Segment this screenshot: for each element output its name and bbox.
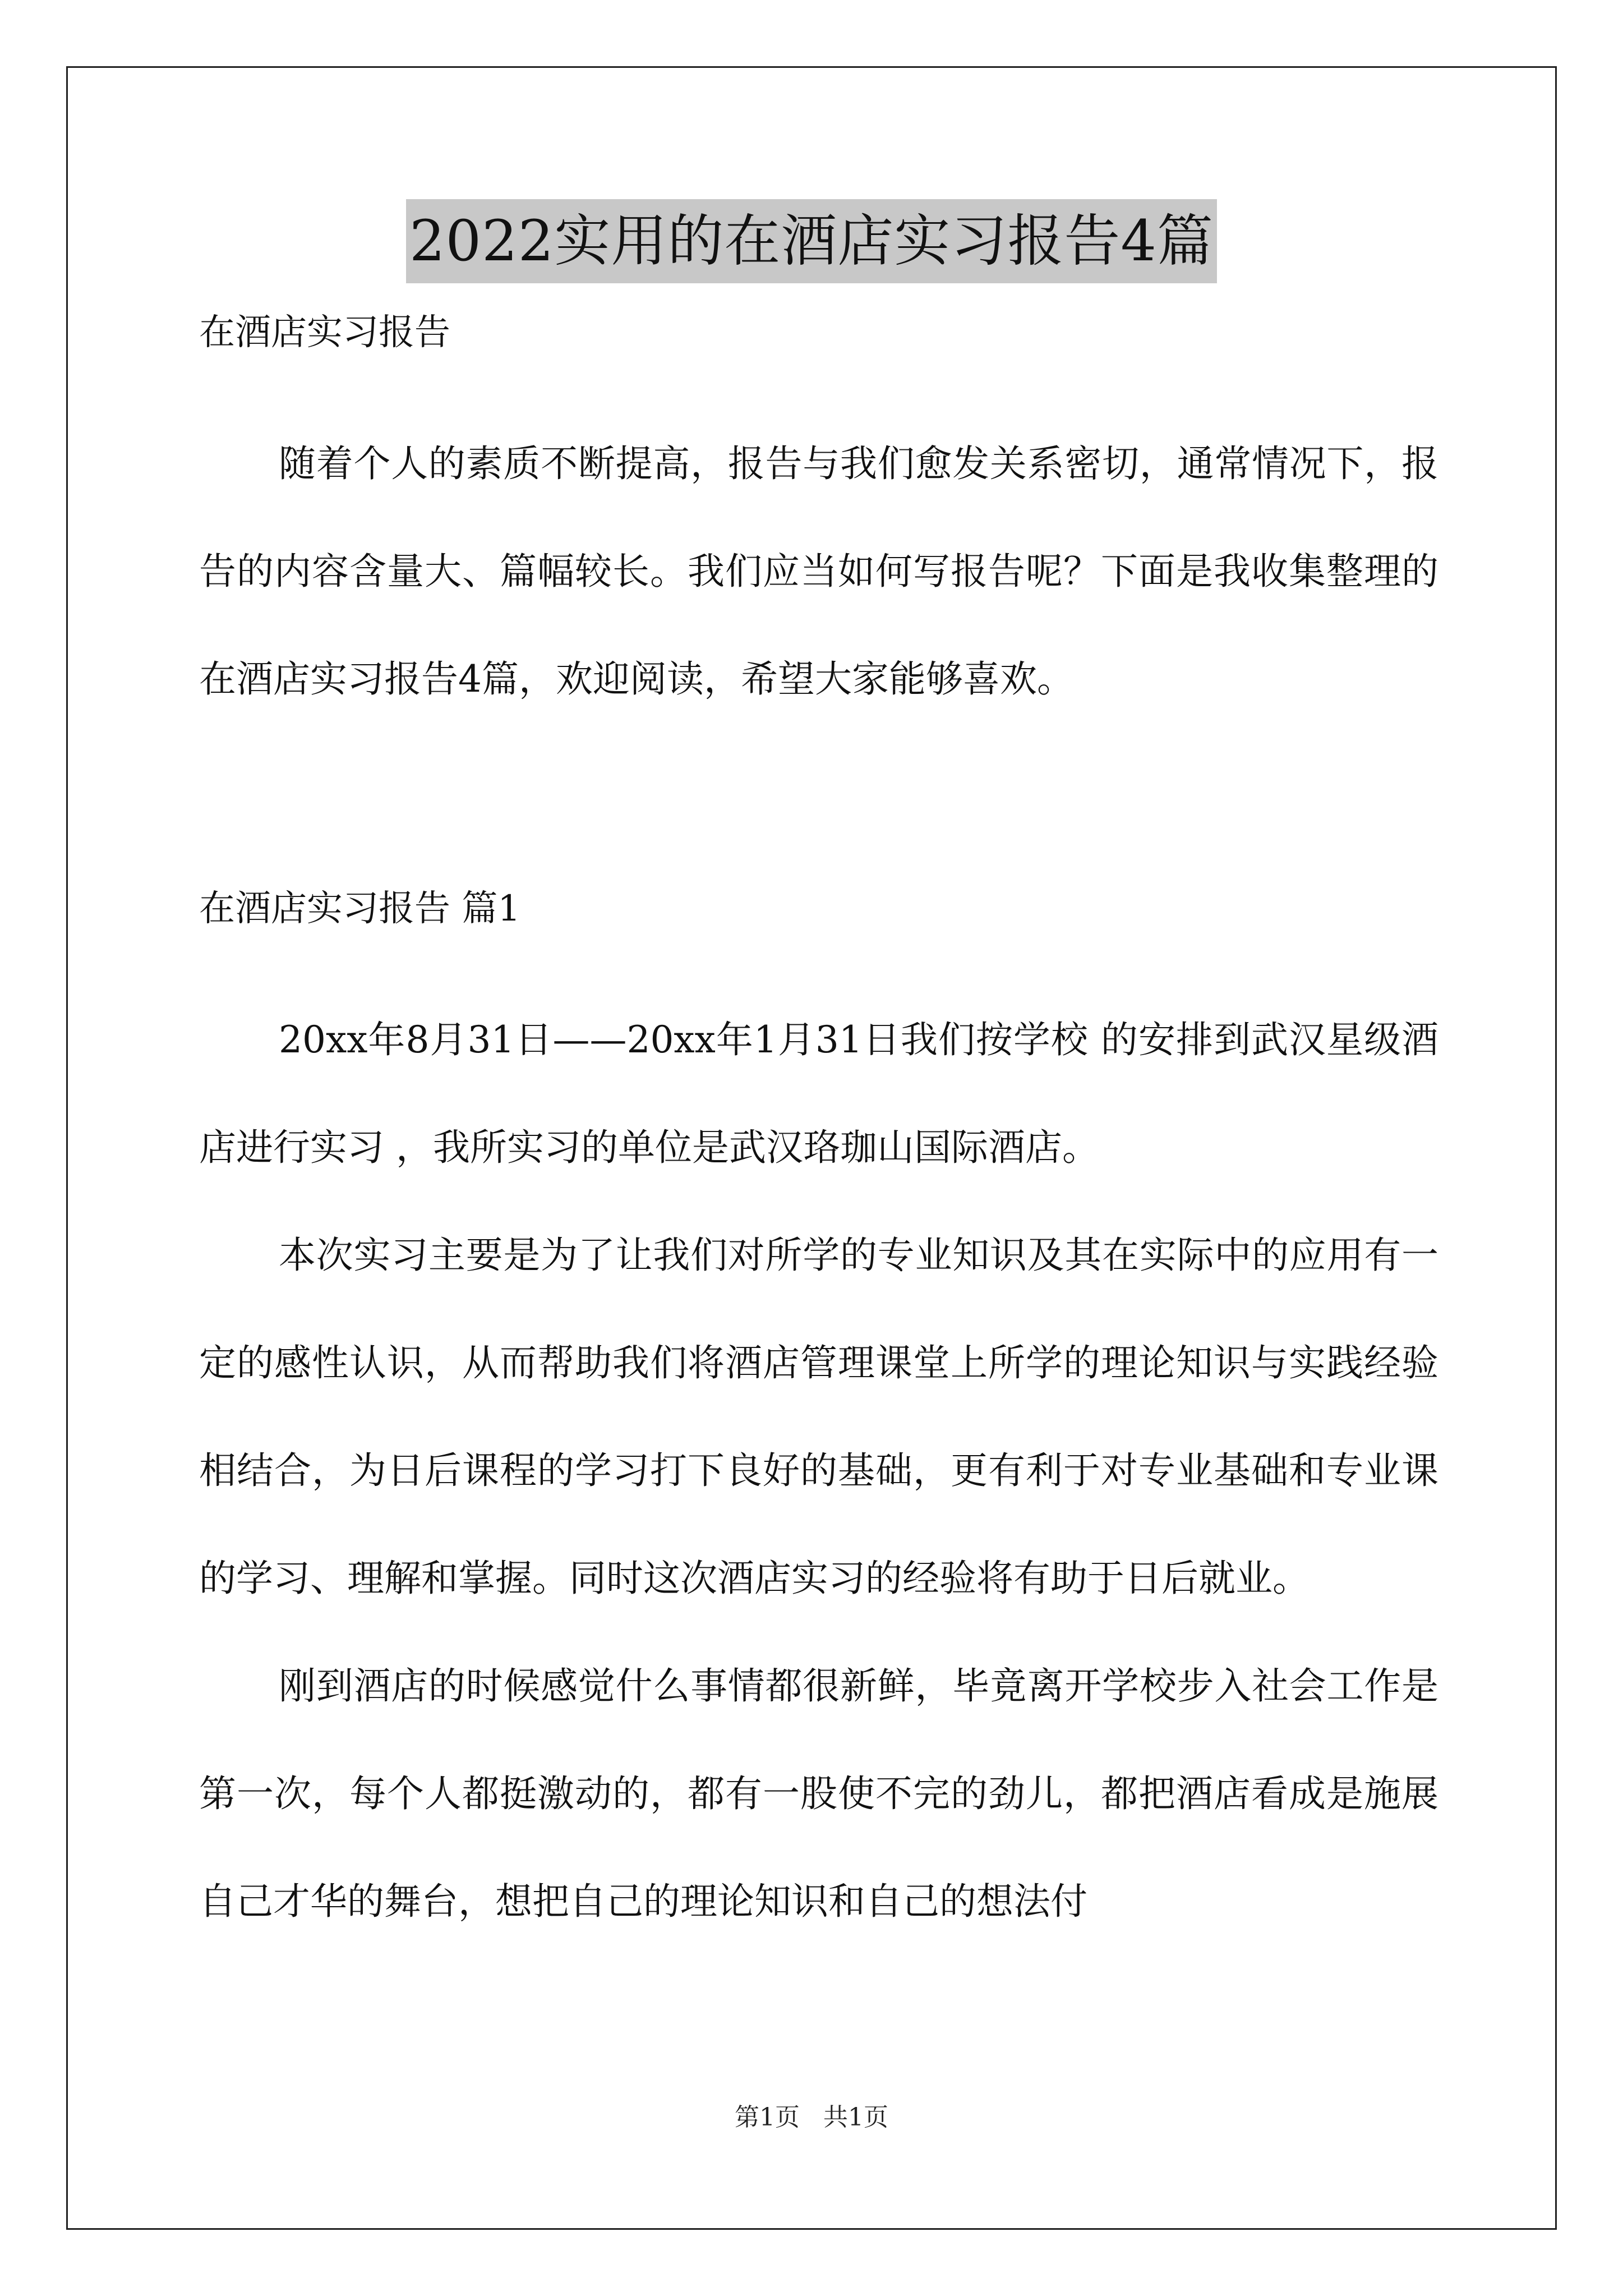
- intro-heading: 在酒店实习报告: [199, 312, 450, 353]
- body-paragraph-2: 本次实习主要是为了让我们对所学的专业知识及其在实际中的应用有一定的感性认识，从而帮助我们将酒店管理课堂上所学的理论知识与实践经验相结合，为日后课程的学习打下良好的基础，更有利于对专业基础和专业课的学习、理解和掌握。同时这次酒店实习的经验将有助于日后就业。: [199, 1234, 1438, 1600]
- spacer: [199, 936, 1438, 986]
- body-paragraph-3: 刚到酒店的时候感觉什么事情都很新鲜，毕竟离开学校步入社会工作是第一次，每个人都挺激动的，都有一股使不完的劲儿，都把酒店看成是施展自己才华的舞台，想把自己的理论知识和自己的想法付: [199, 1664, 1438, 1923]
- body-paragraph-1: 20xx年8月31日——20xx年1月31日我们按学校 的安排到武汉星级酒店进行实习 ，我所实习的单位是武汉珞珈山国际酒店。: [199, 1018, 1438, 1169]
- spacer: [199, 733, 1438, 882]
- spacer: [199, 360, 1438, 410]
- title-container: [0, 199, 1623, 283]
- intro-paragraph: 随着个人的素质不断提高，报告与我们愈发关系密切，通常情况下，报告的内容含量大、篇幅较长。我们应当如何写报告呢？下面是我收集整理的在酒店实习报告4篇，欢迎阅读，希望大家能够喜欢。: [199, 442, 1438, 701]
- page-footer: 第1页 共1页: [735, 2103, 888, 2132]
- document-body: [199, 306, 1438, 1955]
- section-heading: 在酒店实习报告 篇1: [199, 888, 521, 930]
- document-title: 2022实用的在酒店实习报告4篇: [406, 199, 1217, 283]
